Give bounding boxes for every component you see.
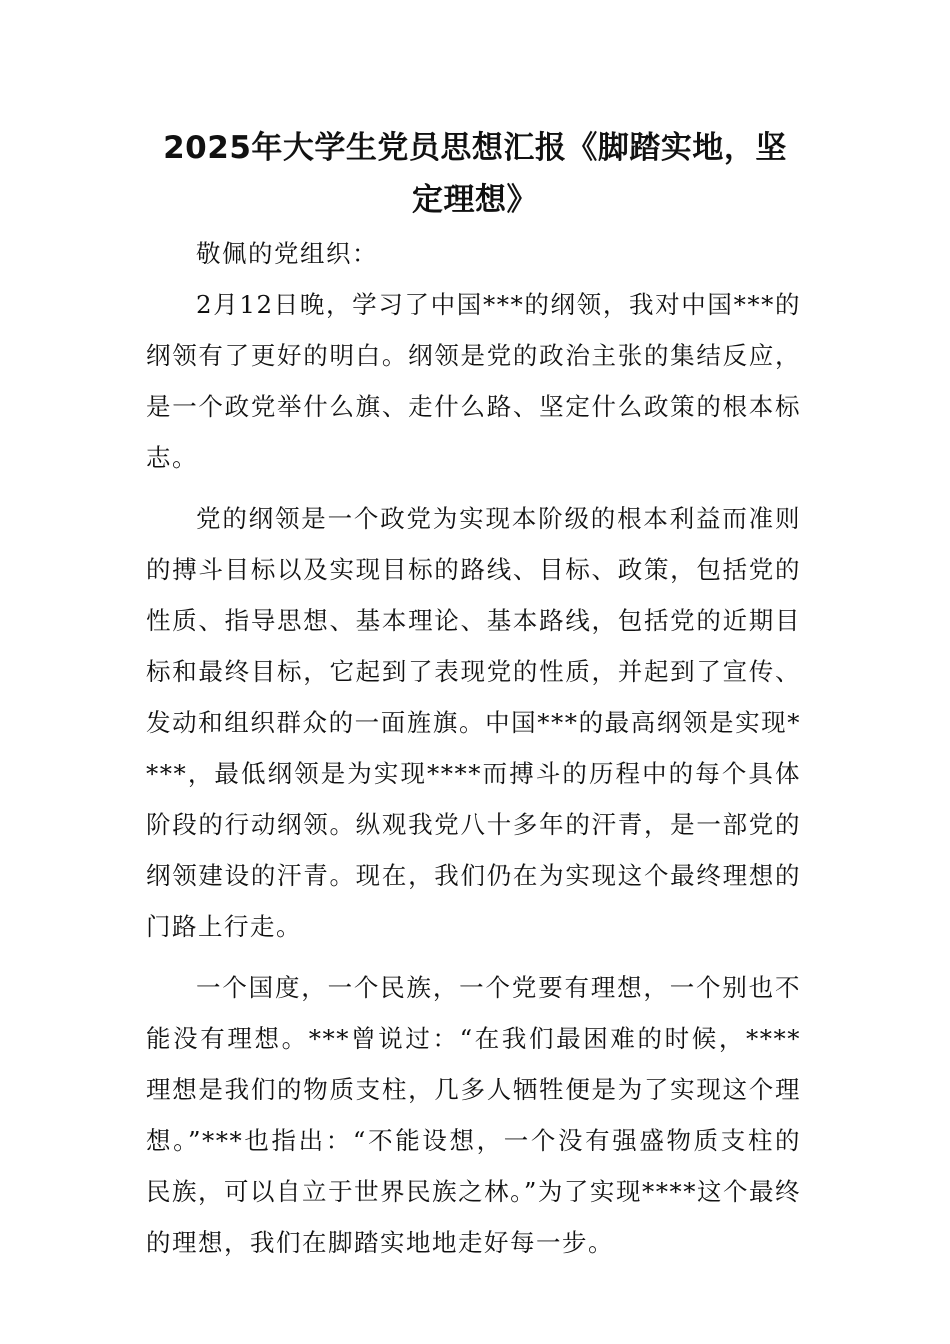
- paragraph-1: 2月12日晚，学习了中国***的纲领，我对中国***的纲领有了更好的明白。纲领是党的政治主张的集结反应，是一个政党举什么旗、走什么路、坚定什么政策的根本标志。: [146, 290, 801, 472]
- salutation: 敬佩的党组织：: [196, 239, 378, 268]
- paragraph-2: 党的纲领是一个政党为实现本阶级的根本利益而准则的搏斗目标以及实现目标的路线、目标、政策，包括党的性质、指导思想、基本理论、基本路线，包括党的近期目标和最终目标，它起到了表现党的性质，并起到了宣传、发动和组织群众的一面旌旗。中国***的最高纲领是实现****，最低纲领是为实现****而搏斗的历程中的每个具体阶段的行动纲领。纵观我党八十多年的汗青，是一部党的纲领建设的汗青。现在，我们仍在为实现这个最终理想的门路上行走。: [146, 504, 801, 941]
- document-title: 2025年大学生党员思想汇报《脚踏实地，坚定理想》: [163, 130, 787, 218]
- paragraph-3: 一个国度，一个民族，一个党要有理想，一个别也不能没有理想。***曾说过：“在我们最困难的时候，****理想是我们的物质支柱，几多人牺牲便是为了实现这个理想。”***也指出：“不能设想，一个没有强盛物质支柱的民族，可以自立于世界民族之林。”为了实现****这个最终的理想，我们在脚踏实地地走好每一步。: [146, 973, 801, 1257]
- document-body: [146, 228, 801, 1268]
